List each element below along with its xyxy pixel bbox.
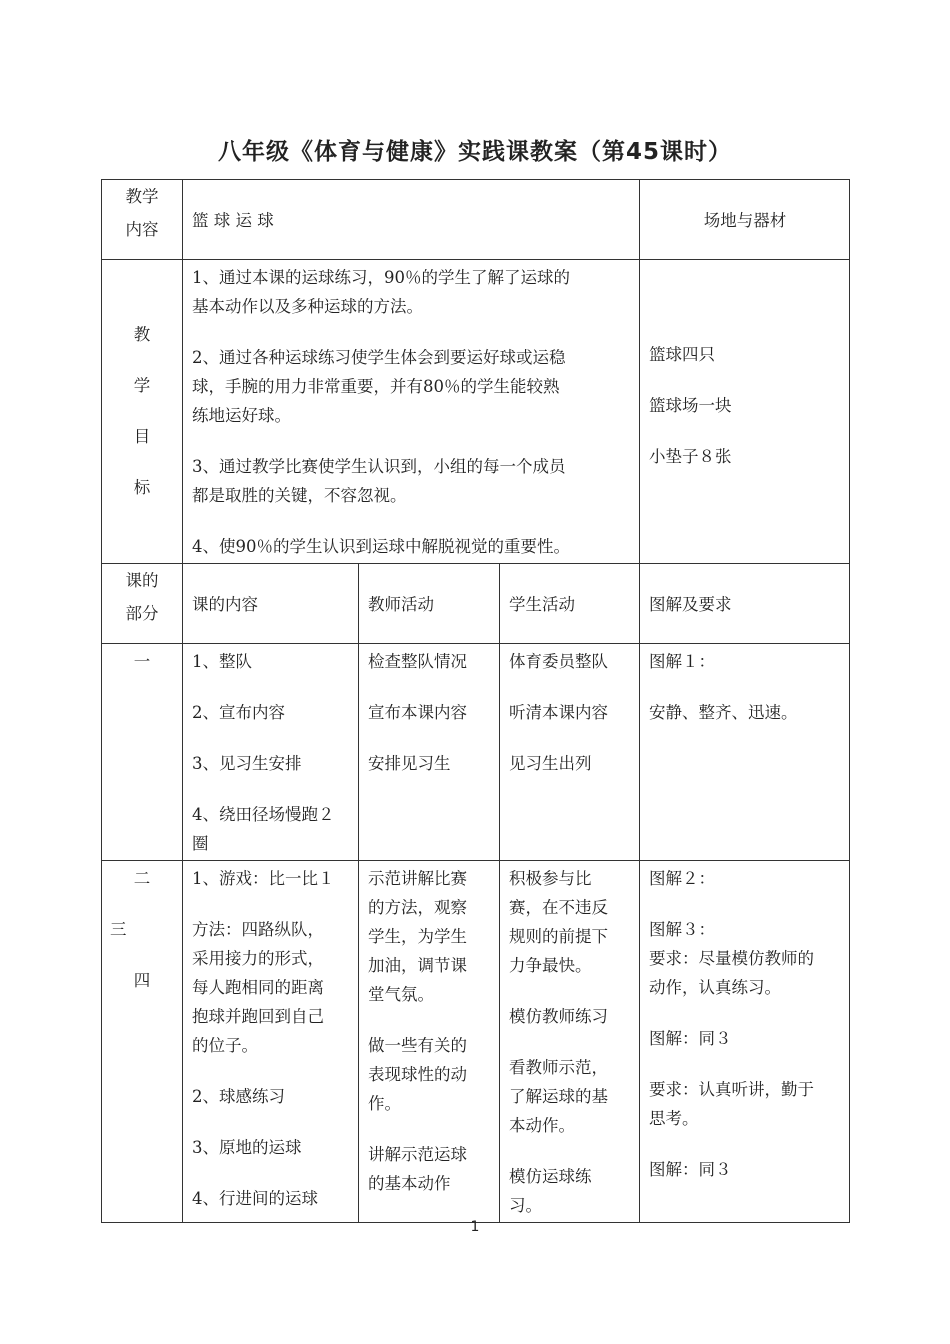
equipment-item: 篮球场一块 bbox=[649, 396, 732, 415]
table-row-part1 bbox=[102, 644, 850, 861]
table-row-goals bbox=[102, 260, 850, 564]
part2-teacher: 示范讲解比赛 的方法，观察 学生，为学生 加油，调节课 堂气氛。 做一些有关的 表现球性的动 作。 讲解示范运球 的基本动作 bbox=[359, 861, 500, 1223]
goal-item: 4、使90％的学生认识到运球中解脱视觉的重要性。 bbox=[192, 537, 570, 556]
lesson-topic: 篮 球 运 球 bbox=[183, 180, 640, 260]
page-title: 八年级《体育与健康》实践课教案（第45课时） bbox=[217, 139, 732, 165]
venue-header: 场地与器材 bbox=[640, 180, 850, 260]
part1-diagram: 图解１： 安静、整齐、迅速。 bbox=[640, 644, 850, 861]
goals-cell bbox=[183, 260, 640, 564]
header-student: 学生活动 bbox=[500, 564, 640, 644]
part1-student: 体育委员整队 听清本课内容 见习生出列 bbox=[500, 644, 640, 861]
part2-student: 积极参与比 赛，在不违反 规则的前提下 力争最快。 模仿教师练习 看教师示范， 了解运球的基 本动作。 模仿运球练 习。 bbox=[500, 861, 640, 1223]
part1-teacher: 检查整队情况 宣布本课内容 安排见习生 bbox=[359, 644, 500, 861]
header-teacher: 教师活动 bbox=[359, 564, 500, 644]
header-content: 课的内容 bbox=[183, 564, 359, 644]
goal-item: 3、通过教学比赛使学生认识到，小组的每一个成员 都是取胜的关键，不容忽视。 bbox=[192, 457, 566, 505]
table-row-content bbox=[102, 180, 850, 260]
equipment-cell bbox=[640, 260, 850, 564]
table-row-part2 bbox=[102, 861, 850, 1223]
row-label-content: 教学 内容 bbox=[102, 180, 183, 260]
row-label-goals: 教 学 目 标 bbox=[102, 260, 183, 564]
part2-diagram: 图解２： 图解３： 要求：尽量模仿教师的 动作，认真练习。 图解：同３ 要求：认真听讲，勤于 思考。 图解：同３ bbox=[640, 861, 850, 1223]
equipment-item: 小垫子８张 bbox=[649, 447, 732, 466]
equipment-item: 篮球四只 bbox=[649, 345, 715, 364]
part1-label: 一 bbox=[102, 644, 183, 861]
part2-labels: 二 三 四 bbox=[102, 861, 183, 1223]
row-label-part: 课的 部分 bbox=[102, 564, 183, 644]
page-number: 1 bbox=[470, 1219, 480, 1235]
lesson-plan-table bbox=[101, 179, 850, 1223]
part2-content: 1、游戏：比一比１ 方法：四路纵队， 采用接力的形式， 每人跑相同的距离 抱球并跑回到自己 的位子。 2、球感练习 3、原地的运球 4、行进间的运球 bbox=[183, 861, 359, 1223]
goal-item: 2、通过各种运球练习使学生体会到要运好球或运稳 球，手腕的用力非常重要，并有80％的学生能较熟 练地运好球。 bbox=[192, 348, 566, 425]
goal-item: 1、通过本课的运球练习，90％的学生了解了运球的 基本动作以及多种运球的方法。 bbox=[192, 268, 570, 316]
table-row-headers bbox=[102, 564, 850, 644]
header-diagram: 图解及要求 bbox=[640, 564, 850, 644]
part1-content: 1、整队 2、宣布内容 3、见习生安排 4、绕田径场慢跑２ 圈 bbox=[183, 644, 359, 861]
